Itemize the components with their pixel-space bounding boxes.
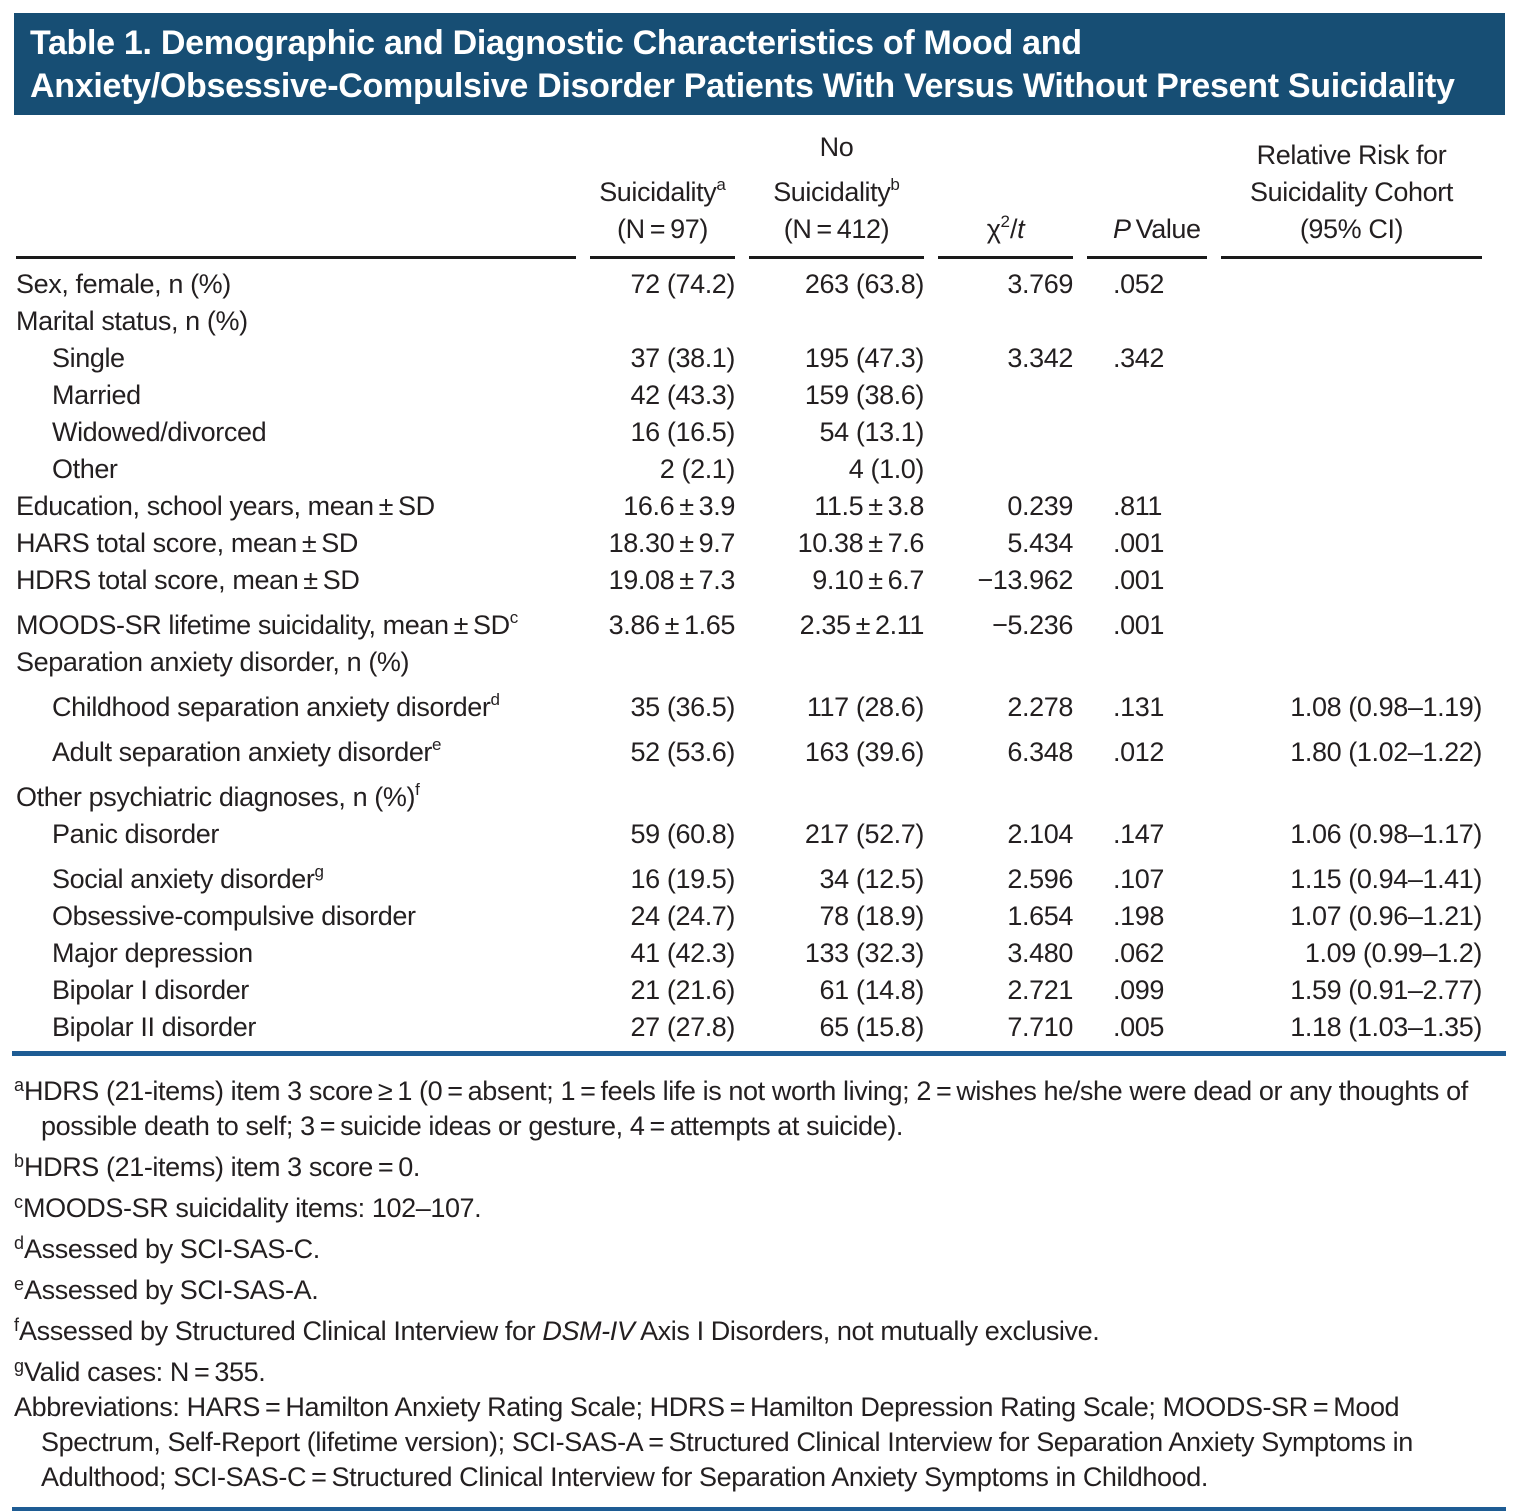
table-row	[16, 1009, 1482, 1046]
table-row	[16, 935, 1482, 972]
cell-value: 2.721	[1007, 975, 1073, 1005]
cell-value	[1221, 488, 1482, 525]
table-row	[16, 771, 1482, 816]
table-bottom-rule	[12, 1051, 1506, 1056]
cell-value	[938, 451, 1073, 488]
row-label: Other	[52, 454, 118, 484]
cell-value: 1.80 (1.02–1.22)	[1290, 737, 1482, 767]
footnotes	[14, 1068, 1506, 1495]
cell-value	[1087, 771, 1207, 816]
cell-value: 78 (18.9)	[819, 901, 924, 931]
cell-value: 1.06 (0.98–1.17)	[1290, 819, 1482, 849]
header-no-suicidality-label: Suicidality	[773, 177, 891, 207]
table-header	[16, 129, 1482, 259]
footnote-marker: d	[14, 1233, 25, 1253]
table-row	[16, 377, 1482, 414]
footnote-marker: a	[14, 1075, 25, 1095]
footnote-marker: c	[14, 1192, 23, 1212]
table-row	[16, 644, 1482, 681]
cell-value: 65 (15.8)	[819, 1012, 924, 1042]
cell-value	[1221, 644, 1482, 681]
footnote-marker-ref: c	[509, 608, 519, 627]
cell-value: .342	[1113, 343, 1164, 373]
cell-value	[590, 303, 735, 340]
footnote-marker-ref: e	[432, 735, 442, 754]
cell-value	[749, 303, 924, 340]
cell-value: .001	[1113, 528, 1164, 558]
header-no-suicidality-line1: No	[819, 132, 854, 162]
footnote: $^b$HDRS (21-items) item 3 score = 0.	[14, 1151, 420, 1182]
row-label: Education, school years, mean ± SD	[16, 491, 435, 521]
chi-exponent: 2	[1000, 212, 1011, 231]
table-row	[16, 488, 1482, 525]
row-label: Other psychiatric diagnoses, n (%)$^f$	[16, 780, 420, 812]
cell-value: 42 (43.3)	[630, 380, 735, 410]
cell-value: .012	[1113, 737, 1164, 767]
table-row	[16, 525, 1482, 562]
cell-value: .001	[1113, 610, 1164, 640]
cell-value	[1087, 644, 1207, 681]
header-suicidality	[590, 129, 735, 259]
cell-value: .107	[1113, 864, 1164, 894]
row-label: Major depression	[52, 938, 253, 968]
cell-value: −13.962	[977, 565, 1073, 595]
table-row	[16, 726, 1482, 771]
cell-value: 16.6 ± 3.9	[623, 491, 735, 521]
cell-value	[938, 377, 1073, 414]
cell-value: 35 (36.5)	[630, 692, 735, 722]
row-label: Marital status, n (%)	[16, 306, 248, 336]
cell-value: 159 (38.6)	[804, 380, 924, 410]
cell-value: 59 (60.8)	[630, 819, 735, 849]
italic-term: DSM-IV	[542, 1316, 635, 1346]
table-row	[16, 259, 1482, 303]
cell-value: 1.07 (0.96–1.21)	[1290, 901, 1482, 931]
cell-value	[938, 414, 1073, 451]
cell-value	[1087, 414, 1207, 451]
cell-value: 61 (14.8)	[819, 975, 924, 1005]
cell-value	[590, 644, 735, 681]
cell-value	[1087, 451, 1207, 488]
row-label: Social anxiety disorder$^g$	[52, 862, 324, 894]
cell-value: 16 (19.5)	[630, 864, 735, 894]
footnote-marker: e	[14, 1274, 25, 1294]
cell-value	[938, 771, 1073, 816]
cell-value: 5.434	[1007, 528, 1073, 558]
cell-value	[1221, 599, 1482, 644]
cell-value	[1221, 525, 1482, 562]
footnote-marker-a-ref: a	[716, 175, 726, 194]
cell-value: 2 (2.1)	[659, 454, 735, 484]
header-suicidality-n: (N = 97)	[617, 214, 708, 244]
row-label: Separation anxiety disorder, n (%)	[16, 647, 410, 677]
cell-value: 6.348	[1007, 737, 1073, 767]
table-row	[16, 414, 1482, 451]
footnote: $^d$Assessed by SCI-SAS-C.	[14, 1233, 320, 1264]
cell-value: −5.236	[992, 610, 1073, 640]
cell-value: 37 (38.1)	[630, 343, 735, 373]
footnote-marker-b-ref: b	[890, 175, 900, 194]
table-row	[16, 599, 1482, 644]
header-row	[16, 129, 1482, 259]
cell-value	[1221, 562, 1482, 599]
footnote: $^f$Assessed by Structured Clinical Interview for DSM-IV Axis I Disorders, not mutually exclusive.	[14, 1315, 1100, 1346]
row-label: Bipolar II disorder	[52, 1012, 256, 1042]
row-label: Childhood separation anxiety disorder$^d$	[52, 690, 500, 722]
table-row	[16, 303, 1482, 340]
cell-value: 4 (1.0)	[848, 454, 924, 484]
cell-value: 195 (47.3)	[804, 343, 924, 373]
row-label: Bipolar I disorder	[52, 975, 249, 1005]
cell-value	[938, 303, 1073, 340]
table-row	[16, 451, 1482, 488]
cell-value: .131	[1113, 692, 1164, 722]
cell-value: 27 (27.8)	[630, 1012, 735, 1042]
cell-value	[1087, 377, 1207, 414]
table-body	[16, 259, 1482, 1046]
cell-value	[749, 644, 924, 681]
cell-value: 117 (28.6)	[806, 692, 924, 722]
header-relative-risk	[1221, 129, 1482, 259]
row-label: Single	[52, 343, 125, 373]
cell-value: 2.104	[1007, 819, 1073, 849]
footnote-marker-ref: d	[490, 690, 500, 709]
cell-value: 1.18 (1.03–1.35)	[1290, 1012, 1482, 1042]
table-row	[16, 972, 1482, 1009]
cell-value: 2.35 ± 2.11	[799, 610, 924, 640]
cell-value: 9.10 ± 6.7	[812, 565, 924, 595]
cell-value	[1221, 340, 1482, 377]
footnote-marker: g	[14, 1356, 25, 1376]
row-label: MOODS-SR lifetime suicidality, mean ± $SD^c$	[16, 608, 519, 640]
cell-value: 3.769	[1007, 269, 1073, 299]
cell-value: .062	[1113, 938, 1164, 968]
cell-value	[1221, 259, 1482, 303]
cell-value: .005	[1113, 1012, 1164, 1042]
cell-value: 2.278	[1007, 692, 1073, 722]
footnote-marker: b	[14, 1151, 25, 1171]
cell-value: .198	[1113, 901, 1164, 931]
header-relative-risk-line2: Suicidality Cohort	[1250, 177, 1453, 207]
cell-value	[1221, 377, 1482, 414]
header-suicidality-label: Suicidality	[599, 177, 717, 207]
cell-value: 3.480	[1007, 938, 1073, 968]
cell-value: 3.342	[1007, 343, 1073, 373]
table-row	[16, 562, 1482, 599]
footnote: $^e$Assessed by SCI-SAS-A.	[14, 1274, 319, 1305]
cell-value: 163 (39.6)	[804, 737, 924, 767]
cell-value: 1.654	[1007, 901, 1073, 931]
footnote-marker-ref: g	[314, 862, 324, 881]
p-symbol: P	[1113, 214, 1131, 244]
cell-value: 10.38 ± 7.6	[797, 528, 924, 558]
cell-value: .099	[1113, 975, 1164, 1005]
header-relative-risk-line3: (95% CI)	[1299, 214, 1404, 244]
table-row	[16, 898, 1482, 935]
footnote-marker-ref: f	[415, 780, 420, 799]
header-no-suicidality-n: (N = 412)	[783, 214, 890, 244]
chi-symbol: χ	[986, 214, 1001, 244]
header-p-value	[1087, 129, 1207, 259]
footnote: $^c$MOODS-SR suicidality items: 102–107.	[14, 1192, 482, 1223]
chi-slash: /	[1010, 214, 1018, 244]
table-row	[16, 853, 1482, 898]
table-row	[16, 816, 1482, 853]
cell-value	[1221, 771, 1482, 816]
header-chi2-t	[938, 129, 1073, 259]
cell-value: .147	[1113, 819, 1164, 849]
cell-value: 0.239	[1007, 491, 1073, 521]
footnote-marker: f	[14, 1315, 20, 1335]
row-label: Panic disorder	[52, 819, 219, 849]
cell-value	[1087, 303, 1207, 340]
cell-value: .811	[1113, 491, 1162, 521]
cell-value: 7.710	[1007, 1012, 1073, 1042]
cell-value: 1.09 (0.99–1.2)	[1304, 938, 1482, 968]
page-bottom-rule	[12, 1507, 1506, 1511]
row-label: Adult separation anxiety disorder$^e$	[52, 735, 442, 767]
header-relative-risk-line1: Relative Risk for	[1256, 140, 1447, 170]
footnote: Abbreviations: HARS = Hamilton Anxiety Rating Scale; HDRS = Hamilton Depression Rating Scale; MOODS-SR = Mood Spectrum, Self-Report (lifetime version); SCI-SAS-A = Structured Clinical Interview for Separation Anxiety Symptoms in Adulthood; SCI-SAS-C = Structured Clinical Interview for Separation Anxiety Symptoms in Childhood.	[14, 1392, 1413, 1492]
cell-value	[1221, 451, 1482, 488]
footnote: $^a$HDRS (21-items) item 3 score ≥ 1 (0 = absent; 1 = feels life is not worth living; 2 = wishes he/she were dead or any thoughts of possible death to self; 3 = suicide ideas or gesture, 4 = attempts at suicide).	[14, 1075, 1468, 1141]
cell-value	[1221, 303, 1482, 340]
cell-value: 217 (52.7)	[804, 819, 924, 849]
cell-value: 19.08 ± 7.3	[608, 565, 735, 595]
header-no-suicidality	[749, 129, 924, 259]
cell-value: 16 (16.5)	[630, 417, 735, 447]
cell-value	[590, 771, 735, 816]
cell-value: 72 (74.2)	[630, 269, 735, 299]
cell-value: .001	[1113, 565, 1164, 595]
cell-value: 54 (13.1)	[819, 417, 924, 447]
row-label: Obsessive-compulsive disorder	[52, 901, 416, 931]
cell-value: 1.59 (0.91–2.77)	[1290, 975, 1482, 1005]
row-label: Sex, female, n (%)	[16, 269, 231, 299]
demographics-table	[2, 129, 1496, 1046]
table-title-bar	[14, 13, 1505, 115]
cell-value: 133 (32.3)	[804, 938, 924, 968]
row-label: HDRS total score, mean ± SD	[16, 565, 360, 595]
cell-value: 24 (24.7)	[630, 901, 735, 931]
row-label: Married	[52, 380, 141, 410]
cell-value: 1.08 (0.98–1.19)	[1290, 692, 1482, 722]
table-row	[16, 340, 1482, 377]
header-stub	[16, 129, 576, 259]
table-title-line-2: Anxiety/Obsessive-Compulsive Disorder Patients With Versus Without Present Suicidality	[30, 67, 1455, 105]
cell-value	[938, 644, 1073, 681]
cell-value: .052	[1113, 269, 1164, 299]
cell-value: 263 (63.8)	[804, 269, 924, 299]
p-value-word: Value	[1130, 214, 1201, 244]
cell-value: 3.86 ± 1.65	[608, 610, 735, 640]
cell-value	[1221, 414, 1482, 451]
table-row	[16, 681, 1482, 726]
cell-value: 21 (21.6)	[630, 975, 735, 1005]
cell-value: 52 (53.6)	[630, 737, 735, 767]
cell-value: 18.30 ± 9.7	[608, 528, 735, 558]
cell-value: 34 (12.5)	[819, 864, 924, 894]
cell-value: 2.596	[1007, 864, 1073, 894]
row-label: HARS total score, mean ± SD	[16, 528, 358, 558]
cell-value: 1.15 (0.94–1.41)	[1290, 864, 1482, 894]
cell-value: 11.5 ± 3.8	[814, 491, 924, 521]
footnote: $^g$Valid cases: N = 355.	[14, 1356, 266, 1387]
table-title-line-1: Table 1. Demographic and Diagnostic Characteristics of Mood and	[30, 24, 1082, 62]
cell-value	[749, 771, 924, 816]
t-statistic-symbol: t	[1017, 214, 1025, 244]
row-label: Widowed/divorced	[52, 417, 267, 447]
cell-value: 41 (42.3)	[630, 938, 735, 968]
